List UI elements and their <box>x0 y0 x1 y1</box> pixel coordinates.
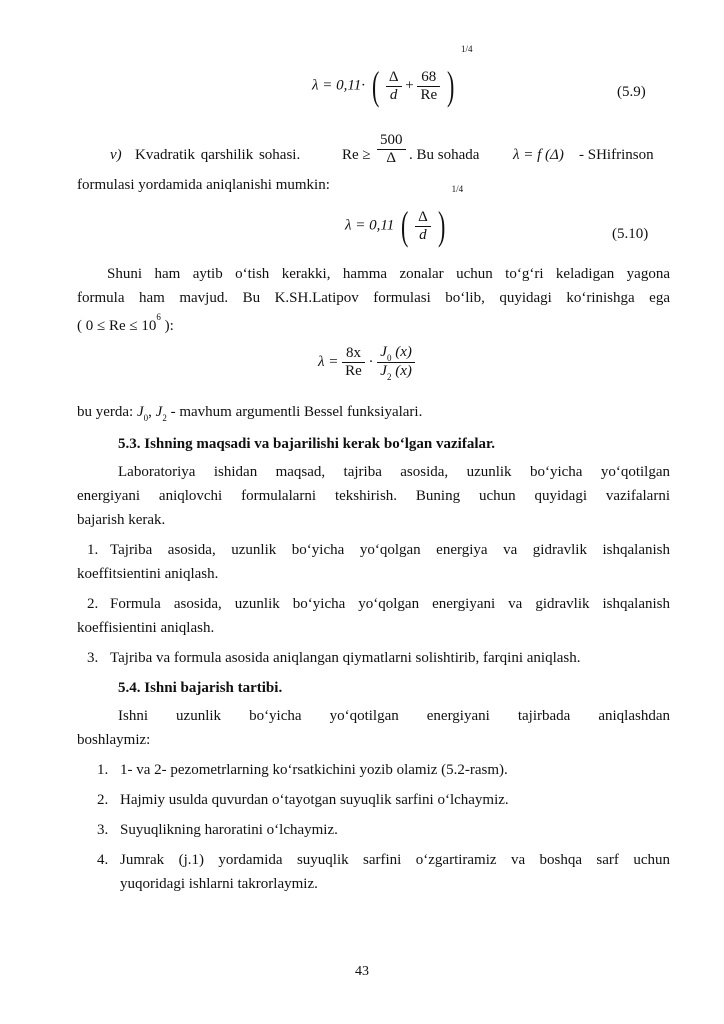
task-3-number: 3. <box>87 650 99 666</box>
step-3-number: 3. <box>97 822 109 838</box>
equation-bessel <box>318 344 415 381</box>
step-2-number: 2. <box>97 792 109 808</box>
task-2-line2: koeffisientini aniqlash. <box>77 620 215 636</box>
eq-5-9-left-paren: ( <box>371 63 380 108</box>
section-v-line2: formulasi yordamida aniqlanishi mumkin: <box>77 177 330 193</box>
eq-bessel-frac1 <box>342 345 365 380</box>
eq-bessel-frac1-den: Re <box>345 363 362 379</box>
eq-5-9-frac2-den: Re <box>420 86 438 103</box>
eq-5-10-number: (5.10) <box>612 226 649 242</box>
eq-5-10-frac <box>415 209 431 244</box>
bessel-note-prefix: bu yerda: <box>77 404 134 420</box>
eq-bessel-j0: J <box>380 344 387 360</box>
eq-5-9-exponent: 1/4 <box>460 44 473 54</box>
eq-bessel-frac2-num <box>377 344 415 363</box>
eq-5-10-lhs: λ = 0,11 <box>345 217 395 234</box>
eq-bessel-j2-arg: (x) <box>391 363 412 379</box>
bessel-note-j0: J <box>136 404 144 420</box>
section-5-3-para-line2: energiyani aniqlovchi formulalarni tekshirish. Buning uchun quyidagi vazifalarni <box>77 488 670 504</box>
equation-5-10 <box>345 184 464 248</box>
section-5-3-heading: 5.3. Ishning maqsadi va bajarilishi kerak boʻlgan vazifalar. <box>118 436 496 452</box>
eq-5-10-exponent: 1/4 <box>451 184 464 194</box>
eq-5-9-frac1-num: Δ <box>386 69 402 87</box>
section-v-frac-den: Δ <box>386 150 397 166</box>
eq-5-9-right-paren: ) <box>446 63 455 108</box>
section-5-4-para-line1: Ishni uzunlik boʻyicha yoʻqotilgan energiyani tajirbada aniqlashdan <box>118 708 670 724</box>
section-v-text2: . Bu sohada <box>409 147 480 163</box>
step-4-number: 4. <box>97 852 109 868</box>
latipov-range-close: ): <box>160 318 174 334</box>
eq-bessel-lhs: λ = <box>318 354 339 370</box>
eq-5-9-frac2-num: 68 <box>417 69 440 87</box>
task-1-line2: koeffitsientini aniqlash. <box>77 566 219 582</box>
eq-5-9-frac1 <box>386 69 402 104</box>
step-1-number: 1. <box>97 762 109 778</box>
step-3-line1: Suyuqlikning haroratini oʻlchaymiz. <box>120 822 338 838</box>
eq-5-10-num: Δ <box>415 209 431 227</box>
eq-bessel-dot: · <box>368 354 374 370</box>
eq-5-9-lhs: λ = 0,11· <box>312 77 366 94</box>
eq-bessel-frac2 <box>377 344 415 381</box>
page-number: 43 <box>355 964 369 979</box>
step-4-line1: Jumrak (j.1) yordamida suyuqlik sarfini oʻzgartiramiz va boshqa sarf uchun <box>120 852 670 868</box>
task-3-line1: Tajriba va formula asosida aniqlangan qiymatlarni solishtirib, farqini aniqlash. <box>110 650 581 666</box>
step-2-line1: Hajmiy usulda quvurdan oʻtayotgan suyuqlik sarfini oʻlchaymiz. <box>120 792 509 808</box>
section-5-4-heading: 5.4. Ishni bajarish tartibi. <box>118 680 283 696</box>
eq-bessel-j0-arg: (x) <box>391 344 412 360</box>
eq-5-9-frac2 <box>417 69 440 104</box>
task-1-number: 1. <box>87 542 99 558</box>
latipov-range-open: ( 0 ≤ Re ≤ 10 <box>77 318 157 334</box>
section-v-label: v) <box>110 147 122 163</box>
latipov-range <box>77 312 174 335</box>
section-5-3-para-line1: Laboratoriya ishidan maqsad, tajriba asosida, uzunlik boʻyicha yoʻqotilgan <box>118 464 670 480</box>
bessel-note-suffix: - mavhum argumentli Bessel funksiyalari. <box>166 404 423 420</box>
task-1-line1: Tajriba asosida, uzunlik boʻyicha yoʻqolgan energiya va gidravlik ishqalanish <box>110 542 670 558</box>
section-v-frac-num: 500 <box>377 132 406 150</box>
section-v-text3: - SHifrinson <box>579 147 654 163</box>
eq-5-10-left-paren: ( <box>401 203 409 248</box>
bessel-note-j0-sub: 0 <box>143 413 149 423</box>
step-1-line1: 1- va 2- pezometrlarning koʻrsatkichini yozib olamiz (5.2-rasm). <box>120 762 508 778</box>
task-2-number: 2. <box>87 596 99 612</box>
eq-5-9-frac1-den: d <box>389 86 398 103</box>
eq-bessel-frac2-den <box>377 363 415 381</box>
eq-5-9-plus: + <box>405 77 414 94</box>
section-v-lambda-f: λ = f (Δ) <box>513 147 564 163</box>
latipov-range-exp: 6 <box>156 312 161 322</box>
eq-5-10-right-paren: ) <box>437 203 445 248</box>
bessel-note-comma: , <box>148 404 156 420</box>
eq-bessel-frac1-num: 8x <box>342 345 365 363</box>
bessel-note <box>77 404 422 421</box>
bessel-note-j2: J <box>155 404 163 420</box>
latipov-line2: formula ham mavjud. Bu K.SH.Latipov formulasi boʻlib, quyidagi koʻrinishga ega <box>77 290 670 306</box>
eq-bessel-j2: J <box>380 363 387 379</box>
task-2-line1: Formula asosida, uzunlik boʻyicha yoʻqolgan energiyani va gidravlik ishqalanish <box>110 596 670 612</box>
step-4-line2: yuqoridagi ishlarni takrorlaymiz. <box>120 876 318 892</box>
eq-bessel-j2-sub: 2 <box>386 372 392 382</box>
section-5-4-para-line2: boshlaymiz: <box>77 732 151 748</box>
section-5-3-para-line3: bajarish kerak. <box>77 512 166 528</box>
latipov-line1: Shuni ham aytib oʻtish kerakki, hamma zonalar uchun toʻgʻri keladigan yagona <box>107 266 670 282</box>
eq-bessel-j0-sub: 0 <box>386 353 392 363</box>
section-v-text1: Kvadratik qarshilik sohasi. <box>135 147 301 163</box>
section-v-re-geq: Re ≥ <box>342 147 371 163</box>
section-v-frac <box>377 132 406 167</box>
eq-5-9-number: (5.9) <box>617 84 646 100</box>
equation-5-9 <box>312 44 473 108</box>
bessel-note-j2-sub: 2 <box>162 413 167 423</box>
eq-5-10-den: d <box>419 226 427 243</box>
